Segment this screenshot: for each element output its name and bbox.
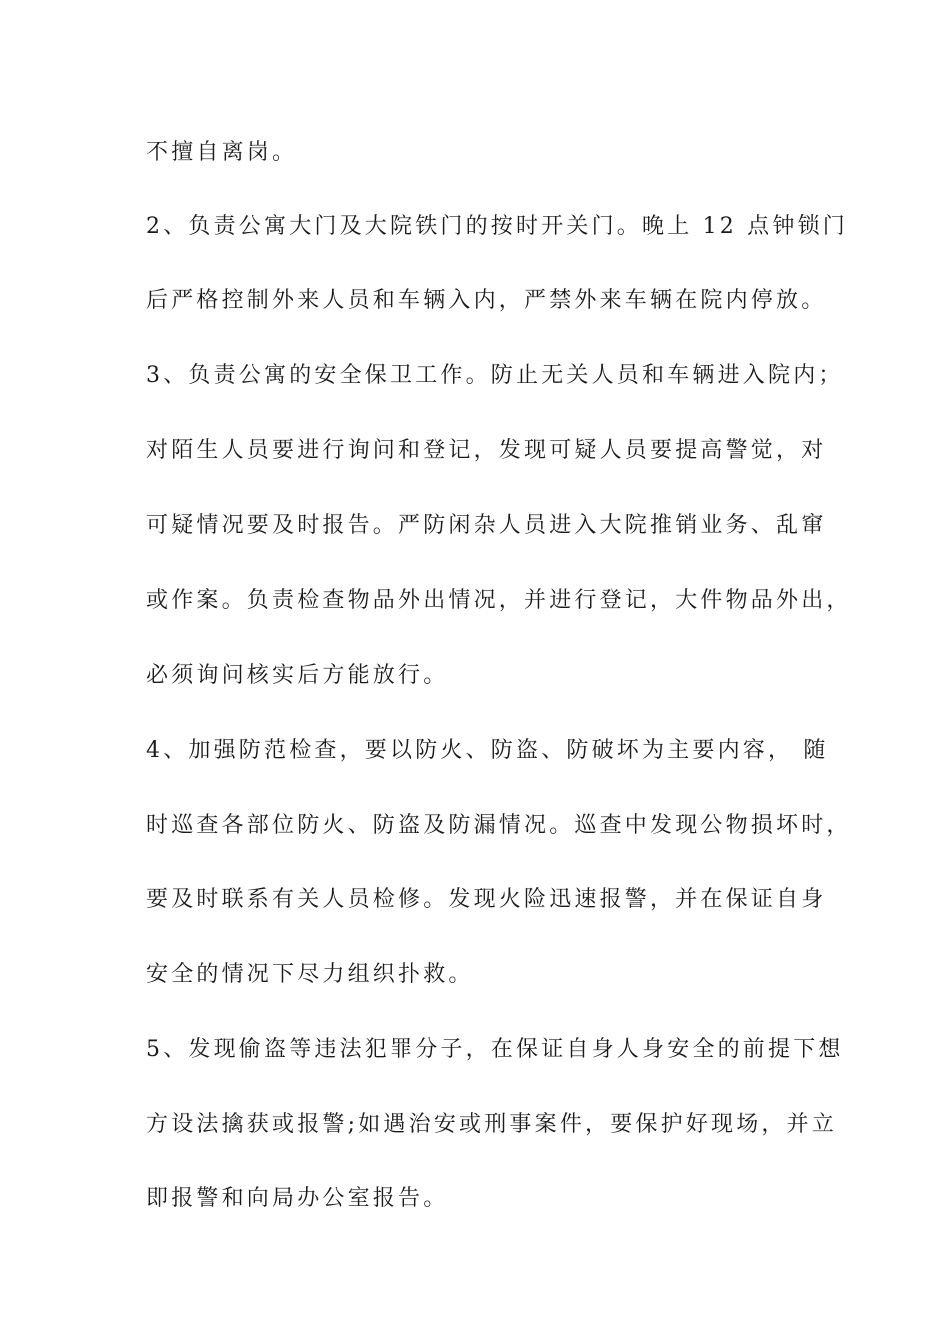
text-line: 时巡查各部位防火、防盗及防漏情况。巡查中发现公物损坏时， — [146, 813, 852, 838]
text-line: 对陌生人员要进行询问和登记，发现可疑人员要提高警觉，对 — [146, 438, 827, 463]
text-line: 后严格控制外来人员和车辆入内，严禁外来车辆在院内停放。 — [146, 288, 827, 313]
text-line: 要及时联系有关人员检修。发现火险迅速报警，并在保证自身 — [146, 887, 827, 912]
text-line: 4、加强防范检查，要以防火、防盗、防破坏为主要内容， 随 — [146, 738, 829, 763]
text-line: 可疑情况要及时报告。严防闲杂人员进入大院推销业务、乱窜 — [146, 513, 827, 538]
text-line: 安全的情况下尽力组织扑救。 — [146, 962, 474, 987]
text-line: 不擅自离岗。 — [146, 140, 298, 165]
text-line: 5、发现偷盗等违法犯罪分子，在保证自身人身安全的前提下想 — [146, 1037, 844, 1062]
text-line: 方设法擒获或报警;如遇治安或刑事案件，要保护好现场，并立 — [146, 1112, 838, 1137]
text-line: 必须询问核实后方能放行。 — [146, 663, 449, 688]
text-line: 2、负责公寓大门及大院铁门的按时开关门。晚上 12 点钟锁门 — [146, 214, 848, 239]
text-line: 即报警和向局办公室报告。 — [146, 1186, 449, 1211]
text-line: 3、负责公寓的安全保卫工作。防止无关人员和车辆进入院内； — [146, 363, 844, 388]
text-line: 或作案。负责检查物品外出情况，并进行登记，大件物品外出， — [146, 588, 852, 613]
